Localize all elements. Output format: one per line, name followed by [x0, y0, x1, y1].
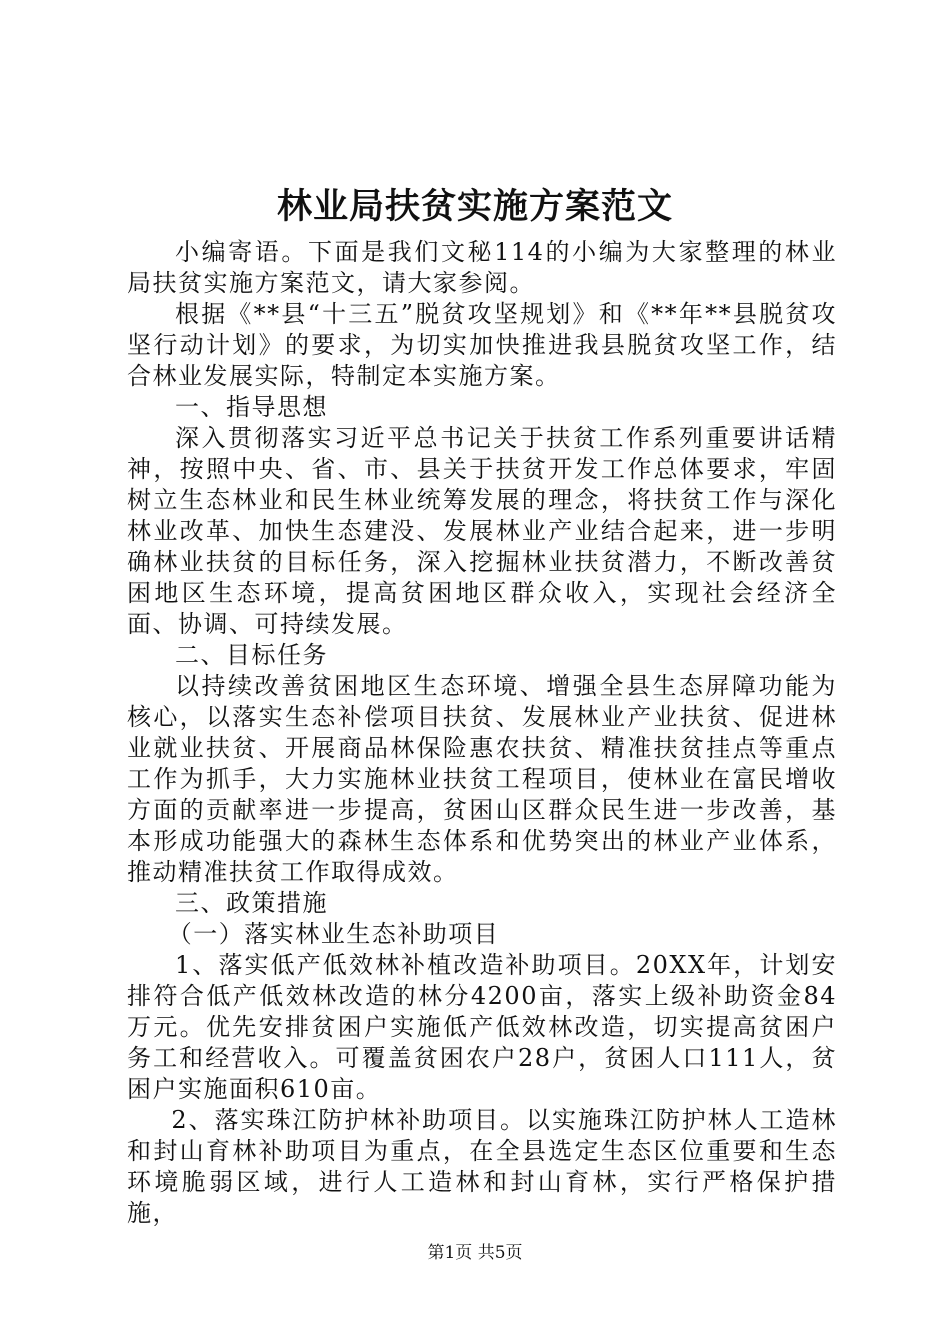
basis-paragraph: 根据《**县“十三五”脱贫攻坚规划》和《**年**县脱贫攻坚行动计划》的要求，为切实加快推进我县脱贫攻坚工作，结合林业发展实际，特制定本实施方案。 — [127, 300, 837, 390]
section-heading-guiding-ideology: 一、指导思想 — [175, 393, 328, 421]
document-title: 林业局扶贫实施方案范文 — [276, 186, 673, 227]
subsection-heading-ecological-subsidy: （一）落实林业生态补助项目 — [167, 920, 500, 948]
section-heading-targets: 二、目标任务 — [175, 641, 328, 669]
guiding-ideology-paragraph: 深入贯彻落实习近平总书记关于扶贫工作系列重要讲话精神，按照中央、省、市、县关于扶贫开发工作总体要求，牢固树立生态林业和民生林业统筹发展的理念，将扶贫工作与深化林业改革、加快生态建没、发展林业产业结合起来，进一步明确林业扶贫的目标任务，深入挖掘林业扶贫潜力，不断改善贫困地区生态环境，提高贫困地区群众收入，实现社会经济全面、协调、可持续发展。 — [127, 424, 837, 638]
section-heading-policy-measures: 三、政策措施 — [175, 889, 328, 917]
item-pearl-river-forest-paragraph: 2、落实珠江防护林补助项目。以实施珠江防护林人工造林和封山育林补助项目为重点，在全县选定生态区位重要和生态环境脆弱区域，进行人工造林和封山育林，实行严格保护措施， — [127, 1106, 837, 1227]
item-low-yield-forest-paragraph: 1、落实低产低效林补植改造补助项目。20XX年，计划安排符合低产低效林改造的林分4200亩，落实上级补助资金84万元。优先安排贫困户实施低产低效林改造，切实提高贫困户务工和经营收入。可覆盖贫困农户28户，贫困人口111人，贫困户实施面积610亩。 — [127, 951, 837, 1103]
document-body — [127, 237, 837, 1229]
intro-paragraph: 小编寄语。下面是我们文秘114的小编为大家整理的林业局扶贫实施方案范文，请大家参阅。 — [127, 238, 837, 297]
targets-paragraph: 以持续改善贫困地区生态环境、增强全县生态屏障功能为核心，以落实生态补偿项目扶贫、发展林业产业扶贫、促进林业就业扶贫、开展商品林保险惠农扶贫、精准扶贫挂点等重点工作为抓手，大力实施林业扶贫工程项目，使林业在富民增收方面的贡献率进一步提高，贫困山区群众民生进一步改善，基本形成功能强大的森林生态体系和优势突出的林业产业体系，推动精准扶贫工作取得成效。 — [127, 672, 837, 886]
page-number-footer: 第1页 共5页 — [427, 1243, 523, 1263]
